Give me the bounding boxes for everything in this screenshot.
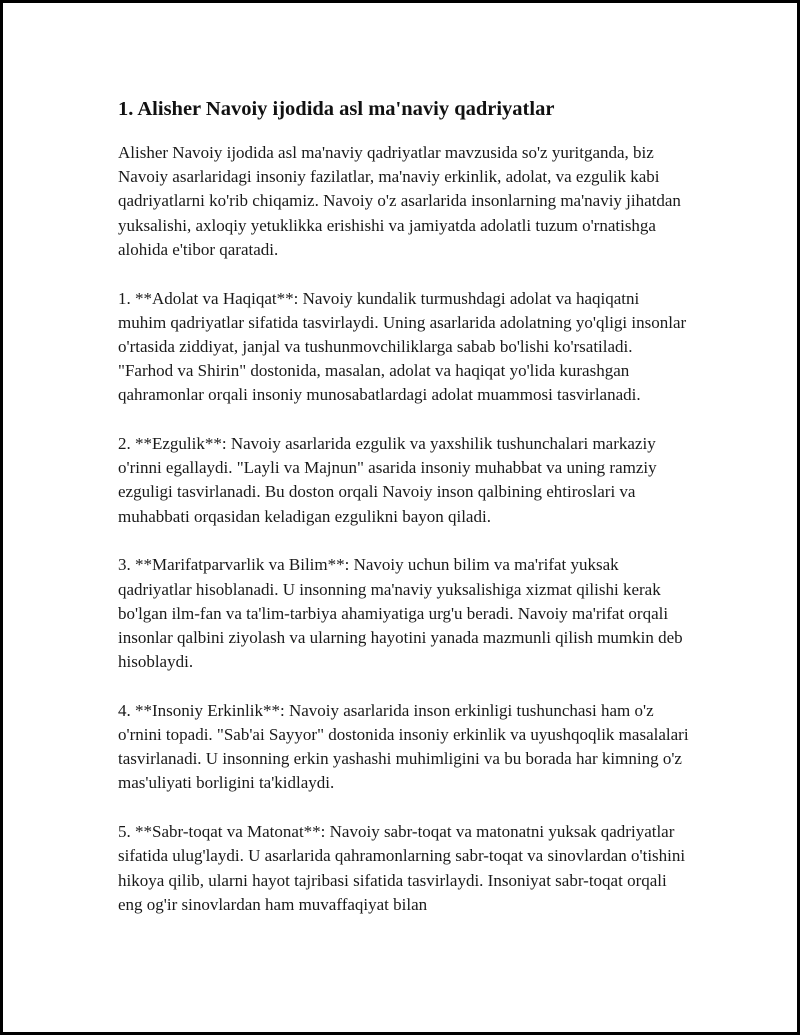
paragraph-marifat: 3. **Marifatparvarlik va Bilim**: Navoiy uchun bilim va ma'rifat yuksak qadriyatlar hisoblanadi. U insonning ma'naviy yuksalishiga xizmat qilishi kerak bo'lgan ilm-fan va ta'lim-tarbiya ahamiyatiga urg'u beradi. Navoiy ma'rifat orqali insonlar qalbini ziyolash va ularning hayotini yanada mazmunli qilish mumkin deb hisoblaydi. bbox=[118, 555, 683, 672]
paragraph-erkinlik: 4. **Insoniy Erkinlik**: Navoiy asarlarida inson erkinligi tushunchasi ham o'z o'rnini topadi. "Sab'ai Sayyor" dostonida insoniy erkinlik va uyushqoqlik masalalari tasvirlanadi. U insonning erkin yashashi muhimligini va bu borada har kimning o'z mas'uliyati borligini ta'kidlaydi. bbox=[118, 700, 689, 793]
paragraph-adolat: 1. **Adolat va Haqiqat**: Navoiy kundalik turmushdagi adolat va haqiqatni muhim qadriyatlar sifatida tasvirlaydi. Uning asarlarida adolatning yo'qligi insonlar o'rtasida ziddiyat, janjal va tushunmovchiliklarga sabab bo'lishi ko'rsatiladi. "Farhod va Shirin" dostonida, masalan, adolat va haqiqat yo'lida kurashgan qahramonlar orqali insoniy munosabatlardagi adolat muammosi tasvirlanadi. bbox=[118, 288, 687, 405]
document-body bbox=[118, 95, 690, 917]
page-title: 1. Alisher Navoiy ijodida asl ma'naviy qadriyatlar bbox=[118, 98, 555, 120]
paragraph-sabr: 5. **Sabr-toqat va Matonat**: Navoiy sabr-toqat va matonatni yuksak qadriyatlar sifatida ulug'laydi. U asarlarida qahramonlarning sabr-toqat va sinovlardan o'tishini hikoya qilib, ularni hayot tajribasi sifatida tasvirlaydi. Insoniyat sabr-toqat orqali eng og'ir sinovlardan ham muvaffaqiyat bilan bbox=[118, 822, 686, 914]
paragraph-ezgulik: 2. **Ezgulik**: Navoiy asarlarida ezgulik va yaxshilik tushunchalari markaziy o'rinni egallaydi. "Layli va Majnun" asarida insoniy muhabbat va uning ramziy ezguligi tasvirlanadi. Bu doston orqali Navoiy inson qalbining ehtiroslari va muhabbati orqasidan keladigan ezgulikni bayon qiladi. bbox=[118, 434, 657, 526]
intro-paragraph: Alisher Navoiy ijodida asl ma'naviy qadriyatlar mavzusida so'z yuritganda, biz Navoiy asarlaridagi insoniy fazilatlar, ma'naviy erkinlik, adolat, va ezgulik kabi qadriyatlarni ko'rib chiqamiz. Navoiy o'z asarlarida insonlarning ma'naviy jihatdan yuksalishi, axloqiy yetuklikka erishishi va jamiyatda adolatli tuzum o'rnatishga alohida e'tibor qaratadi. bbox=[118, 143, 681, 259]
